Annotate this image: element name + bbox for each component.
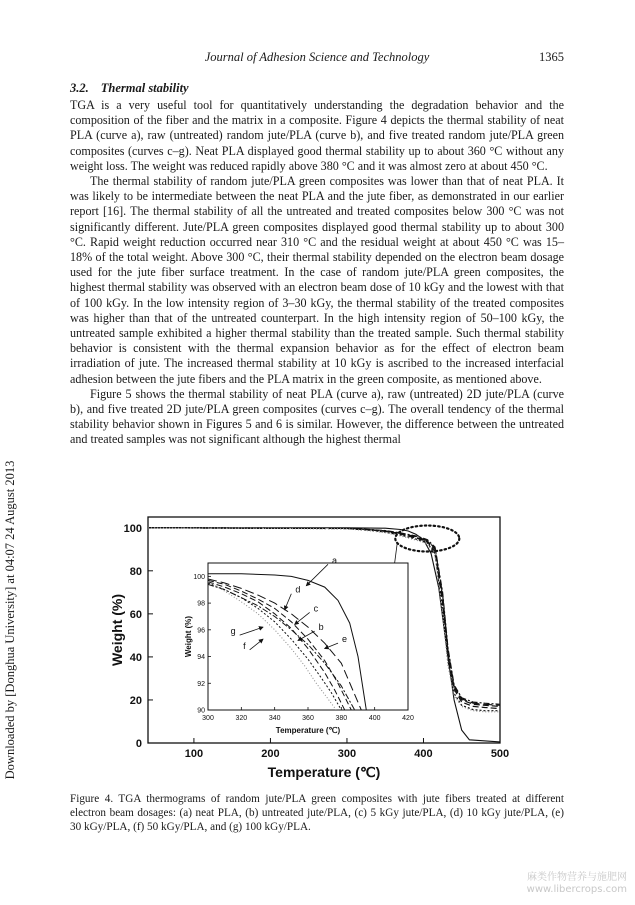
inset-y-tick-label-92: 92 [197, 680, 205, 688]
inset-y-tick-label-100: 100 [193, 573, 205, 581]
page-number: 1365 [539, 50, 564, 64]
y-axis-label: Weight (%) [109, 593, 125, 667]
y-tick-label-60: 60 [129, 608, 142, 621]
running-header [70, 50, 564, 66]
journal-title: Journal of Adhesion Science and Technology [204, 50, 430, 64]
inset-curve-label-e: e [342, 634, 348, 645]
watermark-line-2: www.libercrops.com [526, 884, 627, 895]
y-tick-label-0: 0 [135, 738, 142, 750]
inset-curve-label-g: g [230, 626, 236, 637]
inset-curve-label-a: a [332, 555, 338, 566]
section-heading [70, 81, 189, 96]
watermark [527, 872, 627, 896]
inset-y-tick-label-98: 98 [197, 600, 205, 608]
y-tick-label-100: 100 [123, 522, 142, 535]
figure-caption: Figure 4. TGA thermograms of random jute/PLA green composites with jute fibers treated at different electron beam dosages: (a) neat PLA, (b) untreated jute/PLA, (c) 5 kGy jute/PLA, (d) 10 kGy jute/PLA, (e) 30 kGy/PLA, (f) 50 kGy/PLA, and (g) 100 kGy/PLA. [70, 793, 564, 833]
download-notice-text: Downloaded by [Donghua University] at 04:07 24 August 2013 [3, 460, 17, 780]
x-tick-label-500: 500 [490, 748, 510, 760]
inset-x-axis-label: Temperature (℃) [275, 726, 341, 735]
paragraph-3: Figure 5 shows the thermal stability of neat PLA (curve a), raw (untreated) 2D jute/PLA (curve b), and five treated 2D jute/PLA green composites (curves c–g). The overall tendency of the thermal stability behavior shown in Figures 5 and 6 is similar. However, the difference between the untreated and treated samples was not significant although the highest thermal [70, 386, 564, 447]
paragraph-2: The thermal stability of random jute/PLA green composites was lower than that of neat PLA. It was likely to be intermediate between the neat PLA and the jute fiber, as demonstrated in our earlier report [16]. The thermal stability of all the untreated and treated composites below 300 °C was not significantly different. Jute/PLA green composites displayed good thermal stability up to about 300 °C. Rapid weight reduction occurred near 310 °C and the residual weight at about 450 °C was 15–18% of the total weight. Above 300 °C, their thermal stability depended on the electron beam dosage used for the jute fiber surface treatment. In the case of random jute/PLA green composites, the highest thermal stability was observed with an electron beam dose of 10 kGy and the lowest with that of 100 kGy. In the low intensity region of 3–30 kGy, the thermal stability of the treated composites was higher than that of the untreated counterpart. In the high intensity region of 50–100 kGy, the untreated sample exhibited a higher thermal stability than the treated sample. Such thermal stability behavior is consistent with the thermal expansion behavior as for the effect of electron beam irradiation of jute. The increased thermal stability at 10 kGy is ascribed to the increased interfacial adhesion between the jute fibers and the PLA matrix in the green composite, as mentioned above. [70, 174, 564, 386]
inset-x-tick-label-340: 340 [268, 715, 281, 722]
watermark-line-1: 麻类作物营养与施肥网 [527, 872, 627, 883]
section-title: Thermal stability [100, 81, 189, 95]
inset-x-tick-label-420: 420 [402, 715, 414, 722]
inset-curve-label-f: f [243, 640, 246, 651]
y-tick-label-80: 80 [129, 565, 142, 578]
tga-chart [100, 505, 520, 790]
inset-y-axis-label: Weight (%) [184, 615, 193, 658]
y-tick-label-20: 20 [129, 694, 142, 707]
section-number: 3.2. [70, 81, 89, 95]
inset-x-tick-label-300: 300 [202, 715, 214, 722]
body-text [70, 98, 564, 448]
inset-curve-label-c: c [313, 603, 319, 614]
inset-curve-label-d: d [295, 584, 301, 595]
inset-x-tick-label-380: 380 [335, 715, 348, 722]
inset-x-tick-label-400: 400 [368, 715, 381, 722]
inset-y-tick-label-96: 96 [197, 627, 205, 635]
inset-y-tick-label-90: 90 [197, 707, 205, 715]
paragraph-1: TGA is a very useful tool for quantitatively understanding the degradation behavior and the composition of the fiber and the matrix in a composite. Figure 4 depicts the thermal stability of neat PLA (curve a), raw (untreated) random jute/PLA (curve b), and five treated random jute/PLA green composites (curves c–g). Neat PLA displayed good thermal stability up to about 360 °C without any weight loss. The weight was reduced rapidly above 380 °C and it was almost zero at about 450 °C. [70, 98, 564, 173]
inset-y-tick-label-94: 94 [197, 654, 205, 662]
inset-x-tick-label-360: 360 [302, 715, 314, 722]
x-tick-label-200: 200 [261, 748, 280, 760]
figure-4 [100, 505, 520, 790]
y-tick-label-40: 40 [129, 651, 142, 664]
inset-plot [184, 555, 414, 735]
inset-x-tick-label-320: 320 [235, 715, 248, 722]
inset-plot-frame [208, 563, 408, 710]
inset-curve-label-b: b [318, 622, 324, 633]
x-axis-label: Temperature (℃) [267, 764, 381, 780]
x-tick-label-400: 400 [414, 748, 433, 760]
download-notice [3, 460, 19, 780]
x-tick-label-300: 300 [337, 748, 357, 760]
x-tick-label-100: 100 [184, 748, 204, 760]
